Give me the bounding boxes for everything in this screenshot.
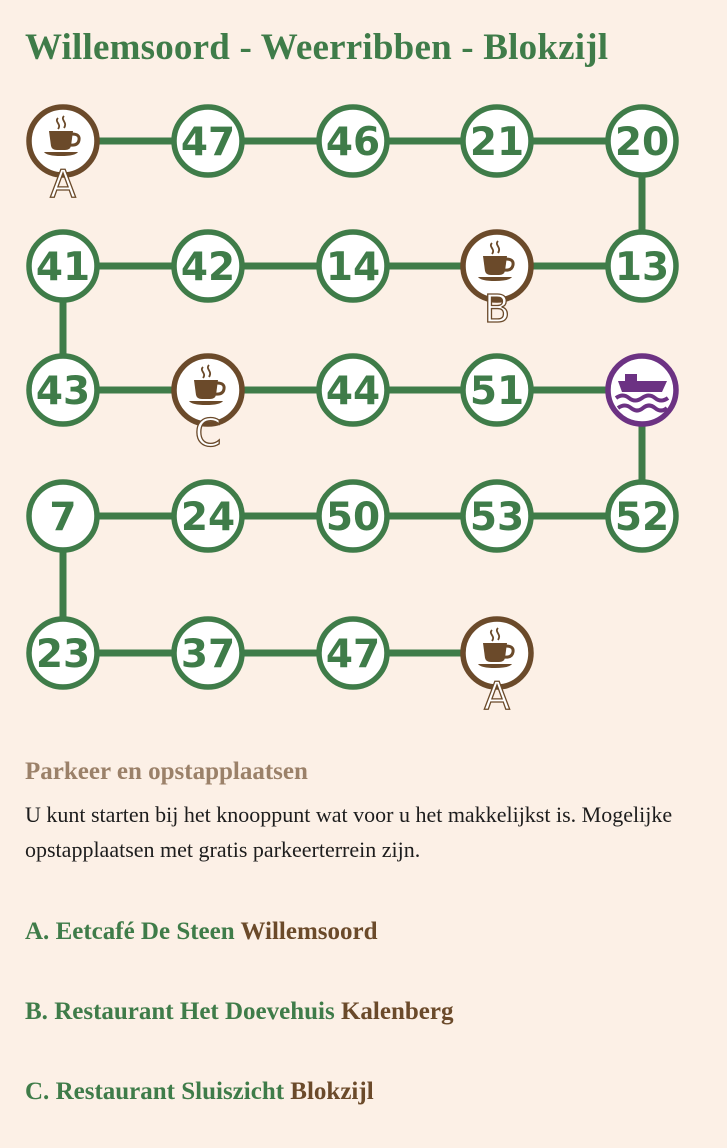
stop-letter: A (50, 162, 76, 206)
route-node (319, 232, 387, 300)
location-letter: A. (25, 918, 50, 945)
location-c (25, 1078, 374, 1106)
node-number: 41 (35, 245, 91, 290)
node-number: 47 (325, 632, 381, 677)
route-node (174, 619, 242, 687)
node-number: 20 (614, 120, 670, 165)
cafe-stop (29, 107, 97, 206)
location-b (25, 998, 453, 1026)
route-node (29, 482, 97, 550)
location-name: Restaurant Het Doevehuis (54, 998, 335, 1025)
route-node (608, 107, 676, 175)
route-node (174, 107, 242, 175)
route-node (319, 482, 387, 550)
node-number: 21 (469, 120, 525, 165)
route-node (29, 356, 97, 424)
cafe-stop (174, 356, 242, 455)
node-number: 24 (180, 495, 236, 540)
route-node (608, 232, 676, 300)
route-node (463, 482, 531, 550)
node-number: 14 (325, 245, 381, 290)
route-node (174, 482, 242, 550)
node-number: 7 (49, 495, 77, 540)
node-number: 13 (614, 245, 670, 290)
location-town: Kalenberg (340, 998, 454, 1025)
cafe-stop (463, 619, 531, 718)
node-number: 43 (35, 369, 91, 414)
location-town: Blokzijl (290, 1078, 374, 1105)
route-node (174, 232, 242, 300)
node-number: 46 (325, 120, 381, 165)
stop-letter: B (483, 287, 511, 331)
node-number: 23 (35, 632, 91, 677)
parking-intro: U kunt starten bij het knooppunt wat voor u het makkelijkst is. Mogelijke opstapplaatsen met gratis parkeerterrein zijn. (25, 802, 673, 862)
location-name: Eetcafé De Steen (55, 918, 235, 945)
route-node (463, 356, 531, 424)
node-number: 42 (180, 245, 236, 290)
route-node (319, 619, 387, 687)
page-title: Willemsoord - Weerribben - Blokzijl (25, 27, 609, 68)
ferry-stop (608, 356, 676, 424)
location-town: Willemsoord (240, 918, 378, 945)
location-letter: B. (25, 998, 48, 1025)
route-node (463, 107, 531, 175)
route-node (29, 232, 97, 300)
route-nodes (29, 107, 676, 718)
route-node (319, 356, 387, 424)
stop-letter: C (194, 411, 222, 455)
node-number: 37 (180, 632, 236, 677)
cafe-stop (463, 232, 531, 331)
location-name: Restaurant Sluiszicht (55, 1078, 285, 1105)
route-node (608, 482, 676, 550)
parking-heading: Parkeer en opstapplaatsen (25, 758, 308, 785)
node-number: 53 (469, 495, 525, 540)
location-a (25, 918, 378, 946)
node-number: 47 (180, 120, 236, 165)
node-number: 44 (325, 369, 381, 414)
stop-letter: A (484, 674, 510, 718)
node-number: 50 (325, 495, 381, 540)
location-letter: C. (25, 1078, 50, 1105)
node-number: 52 (614, 495, 670, 540)
node-number: 51 (469, 369, 525, 414)
route-node (319, 107, 387, 175)
route-node (29, 619, 97, 687)
